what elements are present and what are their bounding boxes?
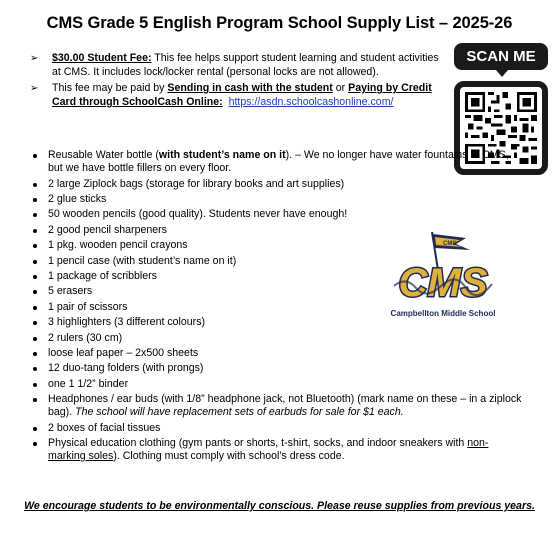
arrow-bullet-icon: ➢	[30, 83, 39, 95]
list-item: Physical education clothing (gym pants or shorts, t-shirt, socks, and indoor sneakers with non-marking soles). Clothing must comply with school’s dress code.	[30, 437, 525, 463]
page-title: CMS Grade 5 English Program School Supply List – 2025-26	[46, 14, 513, 32]
arrow-bullet-icon: ➢	[30, 53, 39, 64]
cash-option: Sending in cash with the student	[167, 82, 333, 95]
card-option: Paying by Credit Card through SchoolCash Online:	[52, 82, 432, 108]
list-item: 1 package of scribblers	[30, 270, 525, 283]
logo-school-name: Campbellton Middle School	[390, 309, 496, 318]
list-item: 2 rulers (30 cm)	[30, 332, 525, 345]
footer-note: We encourage students to be environmentally conscious. Please reuse supplies from previous years.	[24, 500, 535, 512]
flag-text: CMS	[443, 241, 457, 247]
list-item: Reusable Water bottle (with student’s name on it). – We no longer have water fountains at CMS, but we have bottle fillers on every floor.	[30, 149, 525, 175]
list-item: 2 good pencil sharpeners	[30, 224, 525, 237]
fee-amount-label: $30.00 Student Fee:	[52, 52, 152, 64]
payment-prefix: This fee may be paid by	[52, 82, 168, 95]
list-item: 3 highlighters (3 different colours)	[30, 316, 525, 329]
fee-info-list	[30, 52, 445, 112]
or-text: or	[332, 82, 349, 95]
list-item: 5 erasers	[30, 285, 525, 298]
logo-letters: CMS	[398, 261, 488, 305]
school-logo	[386, 226, 500, 330]
list-item: 1 pkg. wooden pencil crayons	[30, 239, 525, 252]
list-item: 2 glue sticks	[30, 193, 525, 206]
list-item: 2 boxes of facial tissues	[30, 422, 525, 435]
list-item: Headphones / ear buds (with 1/8” headphone jack, not Bluetooth) (mark name on these – in a ziplock bag). The school will have replacement sets of earbuds for sale for $1 each.	[30, 393, 525, 419]
list-item: 12 duo-tang folders (with prongs)	[30, 362, 525, 375]
fee-item	[30, 52, 445, 79]
list-item: 1 pair of scissors	[30, 301, 525, 314]
list-item: 1 pencil case (with student’s name on it)	[30, 255, 525, 268]
payment-item	[30, 82, 445, 109]
schoolcash-link[interactable]: https://asdn.schoolcashonline.com/	[228, 95, 394, 108]
fee-description: This fee helps support student learning and student activities at CMS. It includes lock/locker rental (personal locks are not allowed).	[52, 52, 439, 78]
scan-me-label: SCAN ME	[454, 43, 548, 70]
list-item: 50 wooden pencils (good quality). Students never have enough!	[30, 208, 525, 221]
list-item: 2 large Ziplock bags (storage for library books and art supplies)	[30, 178, 525, 191]
list-item: loose leaf paper – 2x500 sheets	[30, 347, 525, 360]
list-item: one 1 1/2” binder	[30, 378, 525, 391]
